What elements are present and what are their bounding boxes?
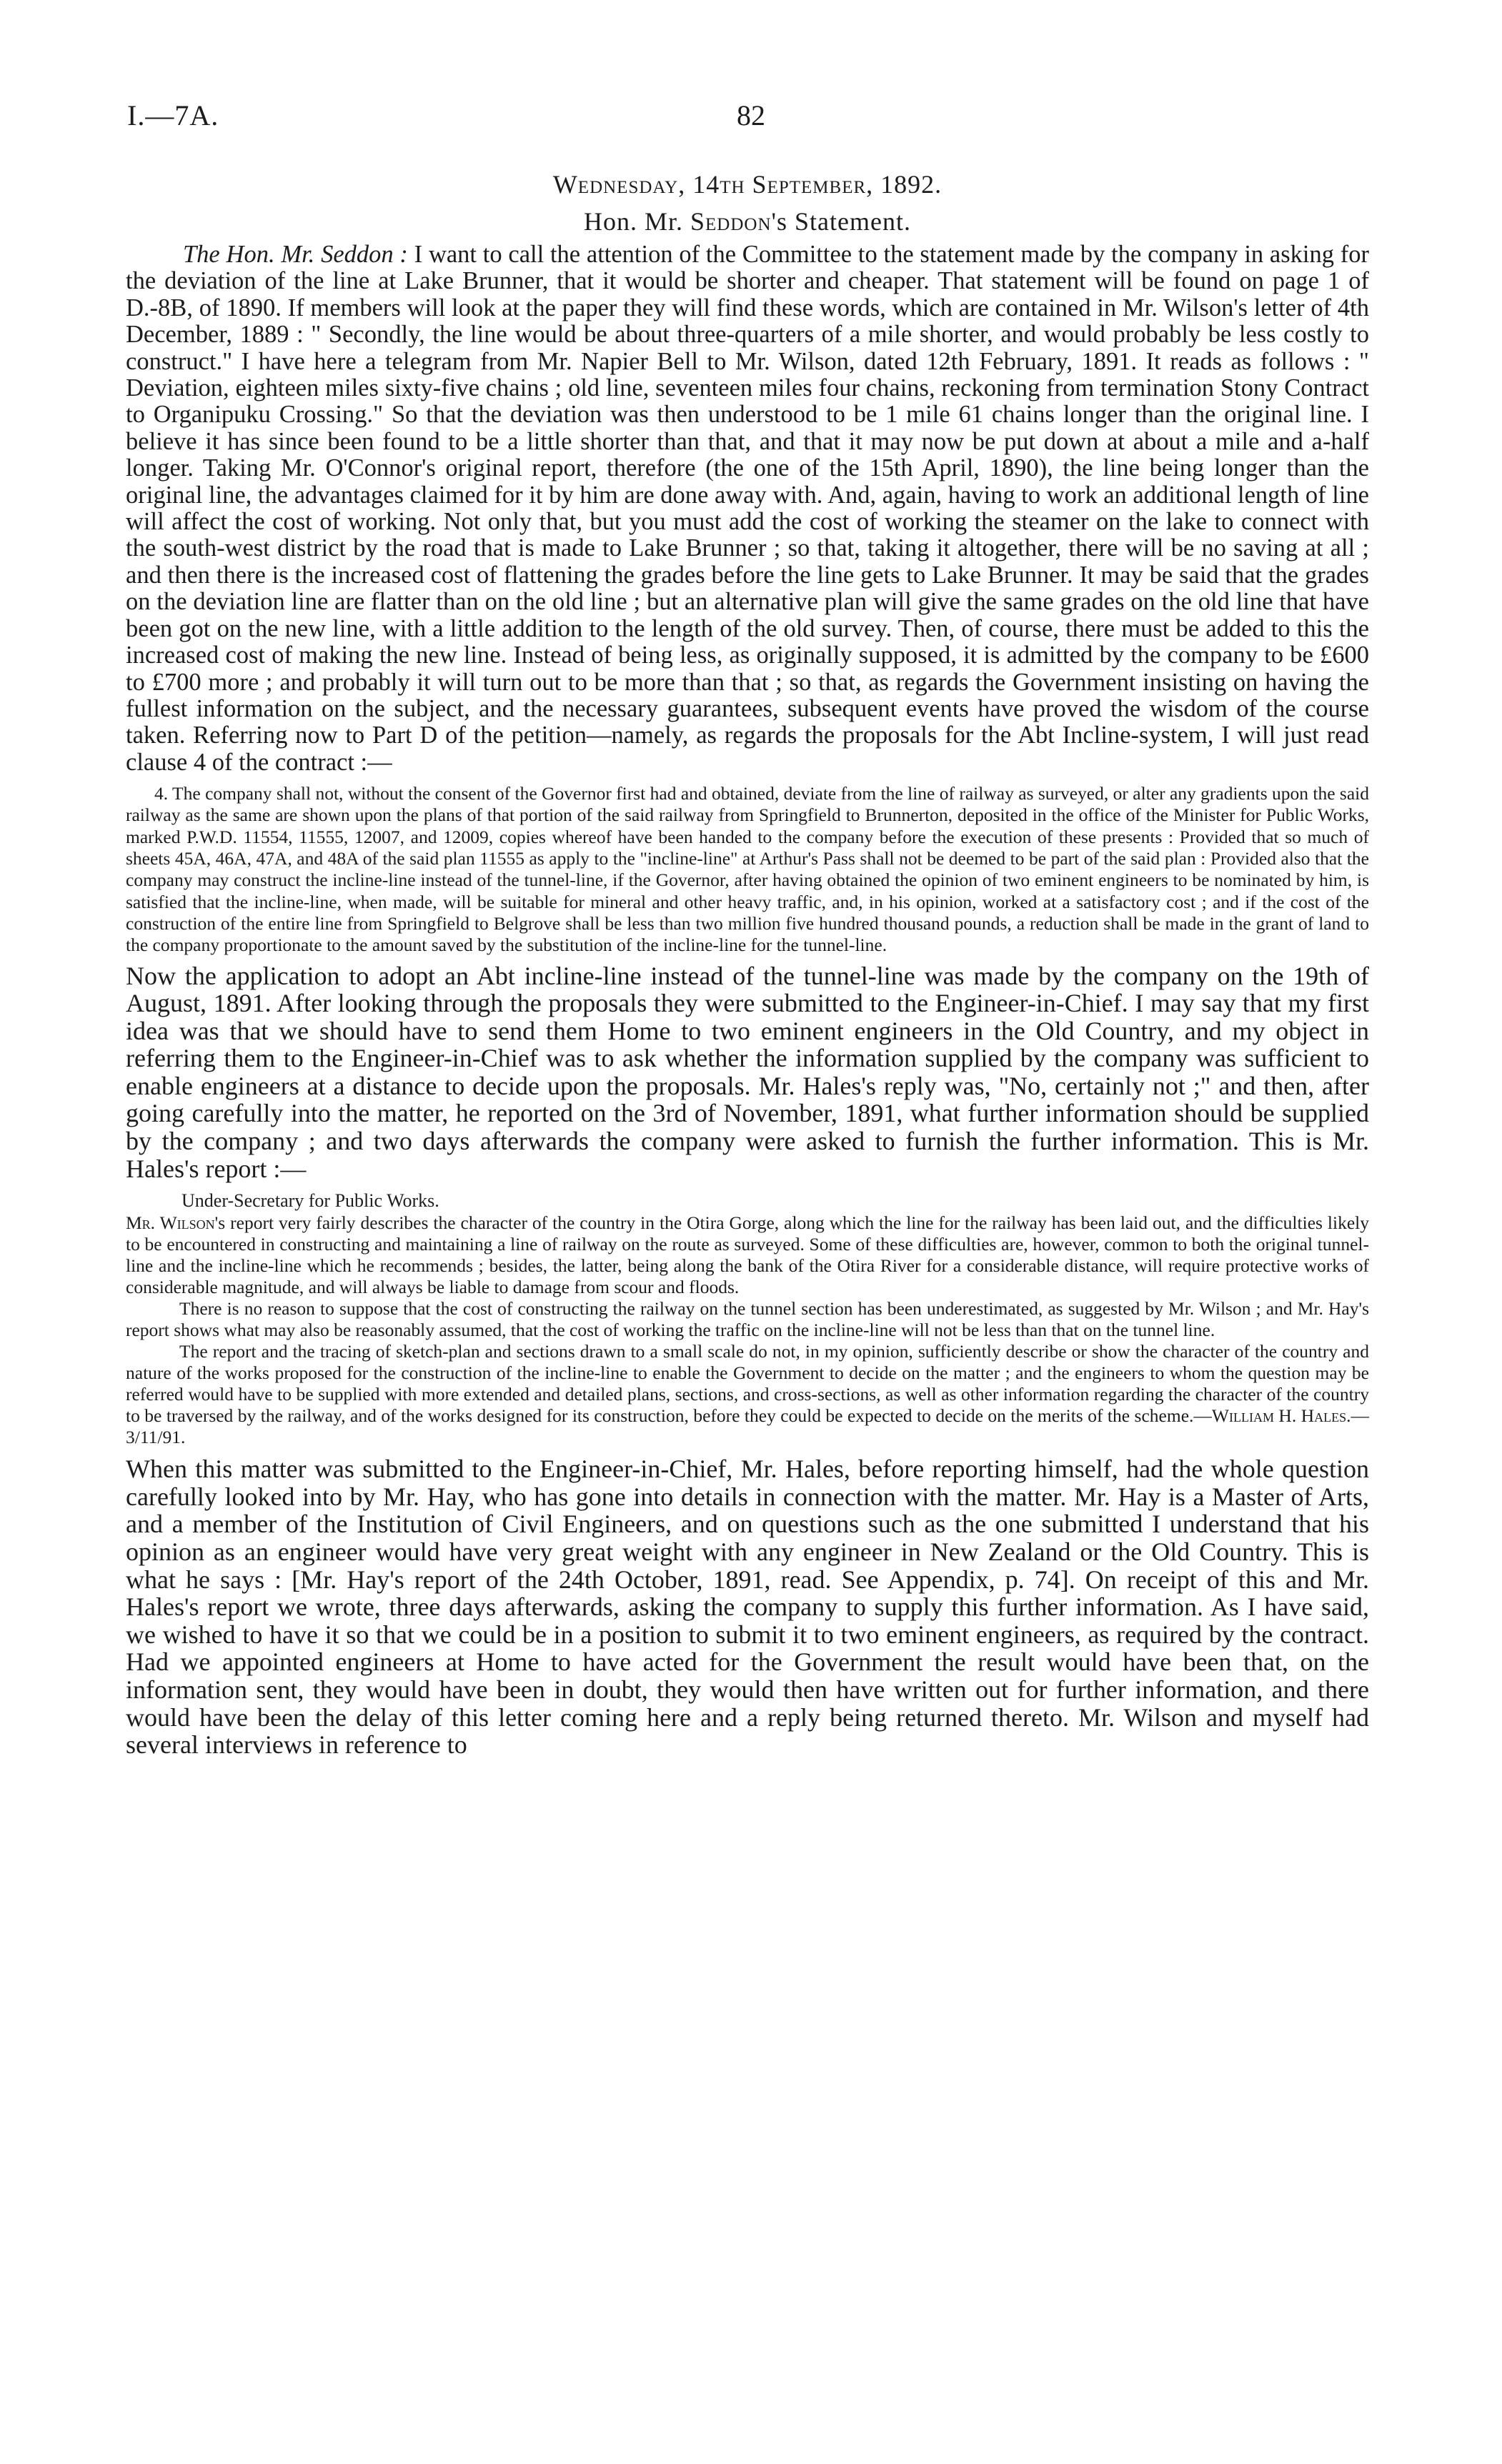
paragraph-application: Now the application to adopt an Abt incline-line instead of the tunnel-line was made by the company on the 19th of August, 1891. After looking through the proposals they were submitted to the Engineer-in-Chief. I may say that my first idea was that we should have to send them Home to two eminent engineers in the Old Country, and my object in referring them to the Engineer-in-Chief was to ask whether the information supplied by the company was sufficient to enable engineers at a distance to decide upon the proposals. Mr. Hales's reply was, "No, certainly not ;" and then, after going carefully into the matter, he reported on the 3rd of November, 1891, what further information should be supplied by the company ; and two days afterwards the company were asked to furnish the further information. This is Mr. Hales's report :—	[126, 961, 1369, 1183]
paragraph-statement	[126, 241, 1369, 776]
report-date: .—3/11/91.	[126, 1405, 1369, 1448]
section-heading-suffix: 's Statement.	[771, 207, 911, 236]
paragraph-engineer-in-chief: When this matter was submitted to the Engineer-in-Chief, Mr. Hales, before reporting himself, had the whole question carefully looked into by Mr. Hay, who has gone into details in connection with the matter. Mr. Hay is a Master of Arts, and a member of the Institution of Civil Engineers, and on questions such as the one submitted I understand that his opinion as an engineer would have very great weight with any engineer in New Zealand or the Old Country. This is what he says : [Mr. Hay's report of the 24th October, 1891, read. See Appendix, p. 74]. On receipt of this and Mr. Hales's report we wrote, three days afterwards, asking the company to supply this further information. As I have said, we wished to have it so that we could be in a position to submit it to two eminent engineers, as required by the contract. Had we appointed engineers at Home to have acted for the Government the result would have been that, on the information sent, they would have been in doubt, they would then have written out for further information, and there would have been the delay of this letter coming here and a reply being returned thereto. Mr. Wilson and myself had several interviews in reference to	[126, 1455, 1369, 1760]
hales-report-paragraph-2: There is no reason to suppose that the cost of constructing the railway on the tunnel section has been underestimated, as suggested by Mr. Wilson ; and Mr. Hay's report shows what may also be reasonably assumed, that the cost of working the traffic on the incline-line will not be less than that on the tunnel line.	[126, 1298, 1369, 1341]
section-heading	[126, 206, 1369, 237]
report-name-wilson: Mr. Wilson	[126, 1212, 215, 1234]
speaker-name: The Hon. Mr. Seddon :	[183, 241, 408, 268]
date-heading: Wednesday, 14th September, 1892.	[552, 170, 943, 199]
contract-clause-quote: 4. The company shall not, without the consent of the Governor first had and obtained, deviate from the line of railway as surveyed, or alter any gradients upon the said railway as the same are shown upon the plans of that portion of the said railway from Springfield to Brunnerton, deposited in the office of the Minister for Public Works, marked P.W.D. 11554, 11555, 12007, and 12009, copies whereof have been handed to the company before the execution of these presents : Provided that so much of sheets 45A, 46A, 47A, and 48A of the said plan 11555 as apply to the "incline-line" at Arthur's Pass shall not be deemed to be part of the said plan : Provided also that the company may construct the incline-line instead of the tunnel-line, if the Governor, after having obtained the opinion of two eminent engineers to be nominated by him, is satisfied that the incline-line, when made, will be suitable for mineral and other heavy traffic, and, in his opinion, worked at a satisfactory cost ; and if the cost of the construction of the entire line from Springfield to Belgrove shall be less than two million five hundred thousand pounds, a reduction shall be made in the grant of land to the company proportionate to the amount saved by the substitution of the incline-line for the tunnel-line.	[126, 783, 1369, 956]
hales-report-paragraph-1-text: 's report very fairly describes the character of the country in the Otira Gorge, along which the line for the railway has been laid out, and the difficulties likely to be encountered in constructing and maintaining a line of railway on the route as surveyed. Some of these difficulties are, however, common to both the original tunnel-line and the incline-line which he recommends ; besides, the latter, being along the bank of the Otira River for a considerable distance, will require protective works of considerable magnitude, and will always be liable to damage from scour and floods.	[126, 1212, 1369, 1298]
hales-report-paragraph-3	[126, 1341, 1369, 1448]
paragraph-statement-text: I want to call the attention of the Committee to the statement made by the company in asking for the deviation of the line at Lake Brunner, that it would be shorter and cheaper. That statement will be found on page 1 of D.-8B, of 1890. If members will look at the paper they will find these words, which are contained in Mr. Wilson's letter of 4th December, 1889 : " Secondly, the line would be about three-quarters of a mile shorter, and would probably be less costly to construct." I have here a telegram from Mr. Napier Bell to Mr. Wilson, dated 12th February, 1891. It reads as follows : " Deviation, eighteen miles sixty-five chains ; old line, seventeen miles four chains, reckoning from termination Stony Contract to Organipuku Crossing." So that the deviation was then understood to be 1 mile 61 chains longer than the original line. I believe it has since been found to be a little shorter than that, and that it may now be put down at about a mile and a-half longer. Taking Mr. O'Connor's original report, therefore (the one of the 15th April, 1890), the line being longer than the original line, the advantages claimed for it by him are done away with. And, again, having to work an additional length of line will affect the cost of working. Not only that, but you must add the cost of working the steamer on the lake to connect with the south-west district by the road that is made to Lake Brunner ; so that, taking it altogether, there will be no saving at all ; and then there is the increased cost of flattening the grades before the line gets to Lake Brunner. It may be said that the grades on the deviation line are flatter than on the old line ; but an alternative plan will give the same grades on the old line that have been got on the new line, with a little addition to the length of the old survey. Then, of course, there must be added to this the increased cost of making the new line. Instead of being less, as originally supposed, it is admitted by the company to be £600 to £700 more ; and probably it will turn out to be more than that ; so that, as regards the Government insisting on having the fullest information on the subject, and the necessary guarantees, subsequent events have proved the wisdom of the course taken. Referring now to Part D of the petition—namely, as regards the proposals for the Abt Incline-system, I will just read clause 4 of the contract :—	[126, 241, 1369, 776]
section-heading-name: Seddon	[690, 207, 772, 236]
page-reference: I.—7A.	[127, 99, 219, 131]
page-number: 82	[737, 99, 765, 131]
memo-recipient: Under-Secretary for Public Works.	[181, 1190, 439, 1212]
section-heading-prefix: Hon. Mr.	[584, 207, 691, 236]
page-body	[126, 169, 1369, 1759]
hales-report-paragraph-3-text: The report and the tracing of sketch-plan and sections drawn to a small scale do not, in my opinion, sufficiently describe or show the character of the country and nature of the works proposed for the construction of the incline-line to enable the Government to decide on the matter ; and the engineers to whom the question may be referred would have to be supplied with more extended and detailed plans, sections, and cross-sections, as well as other information regarding the character of the country to be traversed by the railway, and of the works designed for its construction, before they could be expected to decide on the merits of the scheme.—	[126, 1341, 1369, 1427]
hales-report	[126, 1212, 1369, 1448]
report-signature: William H. Hales	[1211, 1405, 1347, 1427]
hales-report-paragraph-1	[126, 1212, 1369, 1298]
page-header	[127, 99, 1375, 141]
